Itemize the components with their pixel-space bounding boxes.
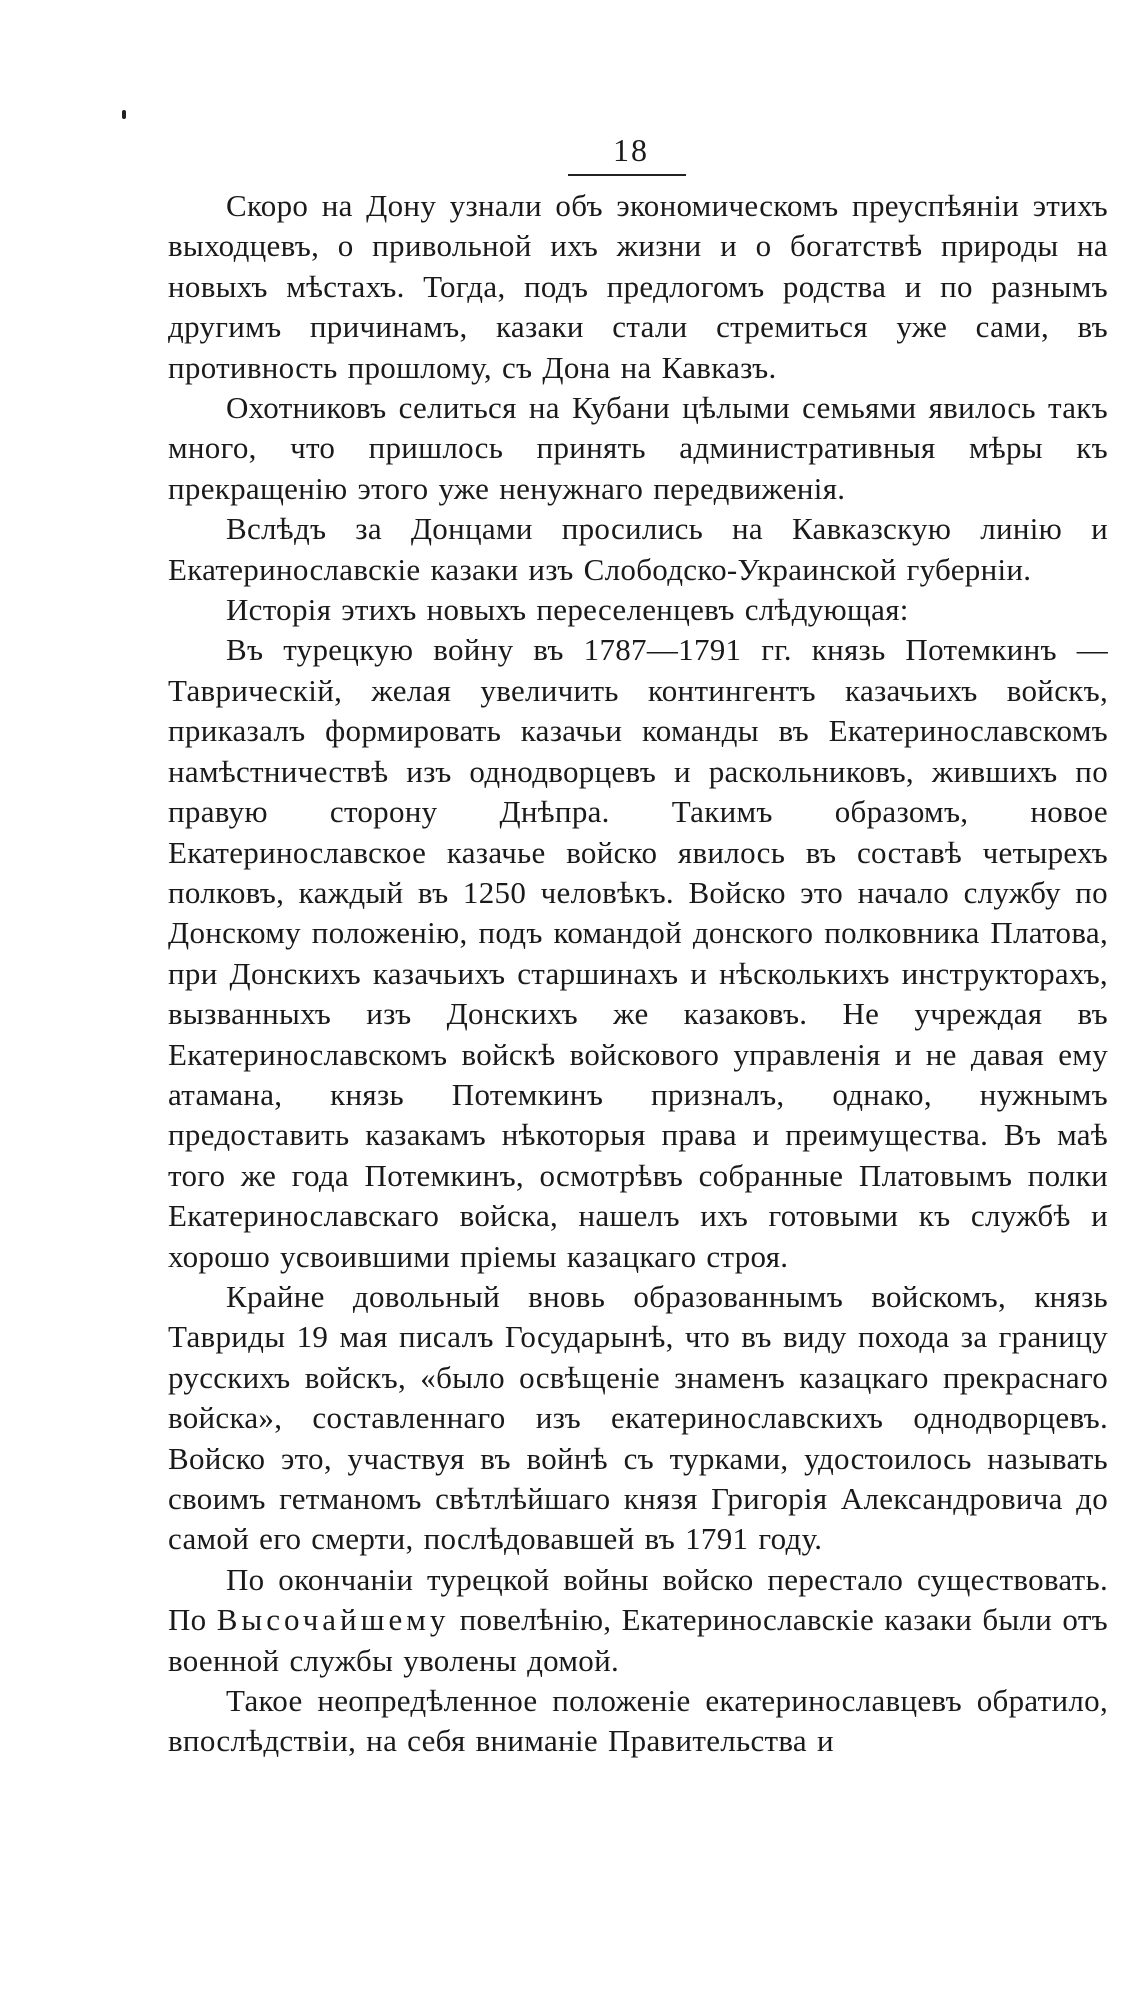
- body-text: [168, 186, 1108, 1762]
- page-number: 18: [613, 132, 649, 168]
- paragraph-2: Охотниковъ селиться на Кубани цѣлыми семьями явилось такъ много, что пришлось принять административныя мѣры къ прекращенiю этого уже ненужнаго передвиженiя.: [168, 390, 1108, 506]
- paragraph-3: Вслѣдъ за Донцами просились на Кавказскую линiю и Екатеринославскiе казаки изъ Слободско-Украинской губернiи.: [168, 511, 1108, 587]
- page-number-rule: [568, 174, 686, 176]
- paragraph-5: Въ турецкую войну въ 1787—1791 гг. князь Потемкинъ — Таврическiй, желая увеличить контингентъ казачьихъ войскъ, приказалъ формировать казачьи команды въ Екатеринославскомъ намѣстничествѣ изъ однодворцевъ и раскольниковъ, жившихъ по правую сторону Днѣпра. Такимъ образомъ, новое Екатеринославское казачье войско явилось въ составѣ четырехъ полковъ, каждый въ 1250 человѣкъ. Войско это начало службу по Донскому положенiю, подъ командой донского полковника Платова, при Донскихъ казачьихъ старшинахъ и нѣсколькихъ инструкторахъ, вызванныхъ изъ Донскихъ же казаковъ. Не учреждая въ Екатеринославскомъ войскѣ войскового управленiя и не давая ему атамана, князь Потемкинъ призналъ, однако, нужнымъ предоставить казакамъ нѣкоторыя права и преимущества. Въ маѣ того же года Потемкинъ, осмотрѣвъ собранные Платовымъ полки Екатеринославскаго войска, нашелъ ихъ готовыми къ службѣ и хорошо усвоившими прiемы казацкаго строя.: [168, 632, 1108, 1274]
- paragraph-7-start: По окончанiи турецкой войны войско перестало существовать. По: [168, 1561, 1108, 1638]
- paragraph-6: Крайне довольный вновь образованнымъ войскомъ, князь Тавриды 19 мая писалъ Государынѣ, что въ виду похода за границу русскихъ войскъ, «было освѣщенiе знаменъ казацкаго прекраснаго войска», составленнаго изъ екатеринославскихъ однодворцевъ. Войско это, участвуя въ войнѣ съ турками, удостоилось называть своимъ гетманомъ свѣтлѣйшаго князя Григорiя Александровича до самой его смерти, послѣдовавшей въ 1791 году.: [168, 1278, 1108, 1557]
- ink-speck: [122, 110, 126, 119]
- paragraph-1: Скоро на Дону узнали объ экономическомъ преуспѣянiи этихъ выходцевъ, о привольной ихъ жизни и о богатствѣ природы на новыхъ мѣстахъ. Тогда, подъ предлогомъ родства и по разнымъ другимъ причинамъ, казаки стали стремиться уже сами, въ противность прошлому, съ Дона на Кавказъ.: [168, 188, 1108, 385]
- paragraph-4: Исторiя этихъ новыхъ переселенцевъ слѣдующая:: [226, 592, 909, 628]
- paragraph-7-spaced-word: Высочайшему: [216, 1602, 450, 1638]
- paragraph-8: Такое неопредѣленное положенiе екатеринославцевъ обратило, впослѣдствiи, на себя вниманiе Правительства и: [168, 1683, 1108, 1759]
- paragraph-7-end: повелѣнiю, Екатеринославскiе казаки были отъ военной службы уволены домой.: [168, 1602, 1108, 1678]
- paragraph-7: [168, 1560, 1108, 1681]
